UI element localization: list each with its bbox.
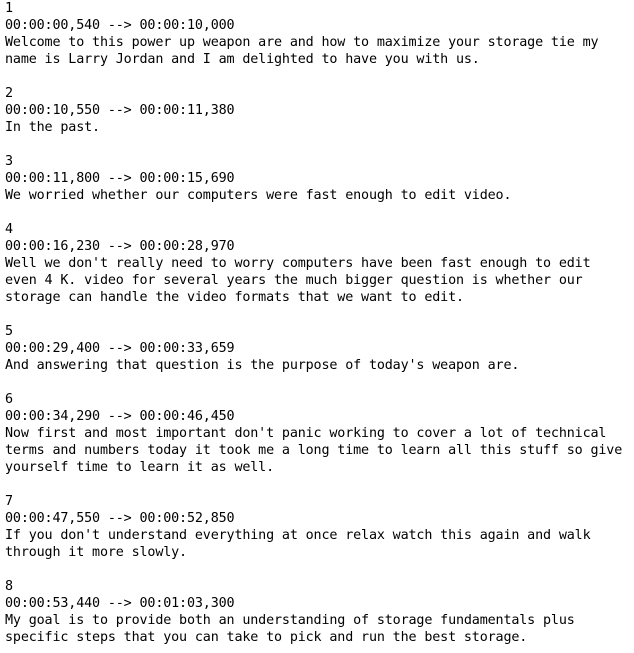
cue-index: 3	[5, 154, 13, 169]
cue-text-line: specific steps that you can take to pick and run the best storage.	[5, 630, 528, 645]
subtitle-cue-4	[5, 221, 634, 306]
subtitle-cue-8	[5, 578, 634, 646]
cue-timecode: 00:00:16,230 --> 00:00:28,970	[5, 239, 235, 254]
cue-text-line: Now first and most important don't panic working to cover a lot of technical	[5, 426, 607, 441]
cue-timecode: 00:00:34,290 --> 00:00:46,450	[5, 409, 235, 424]
cue-text-line: In the past.	[5, 120, 100, 135]
cue-text-line: yourself time to learn it as well.	[5, 460, 275, 475]
subtitle-cue-3	[5, 153, 634, 204]
cue-timecode: 00:00:11,800 --> 00:00:15,690	[5, 171, 235, 186]
cue-index: 4	[5, 222, 13, 237]
cue-index: 8	[5, 579, 13, 594]
cue-text-line: Welcome to this power up weapon are and how to maximize your storage tie my	[5, 35, 599, 50]
cue-text-line: And answering that question is the purpose of today's weapon are.	[5, 358, 520, 373]
cue-index: 5	[5, 324, 13, 339]
cue-index: 6	[5, 392, 13, 407]
cue-text-line: We worried whether our computers were fast enough to edit video.	[5, 188, 512, 203]
subtitle-cue-1	[5, 0, 634, 68]
subtitle-cue-7	[5, 493, 634, 561]
cue-text-line: If you don't understand everything at once relax watch this again and walk	[5, 528, 591, 543]
cue-index: 7	[5, 494, 13, 509]
cue-text-line: storage can handle the video formats that we want to edit.	[5, 290, 464, 305]
cue-text-line: terms and numbers today it took me a long time to learn all this stuff so give	[5, 443, 623, 458]
cue-text-line: name is Larry Jordan and I am delighted to have you with us.	[5, 52, 480, 67]
cue-text-line: even 4 K. video for several years the much bigger question is whether our	[5, 273, 583, 288]
subtitle-cue-5	[5, 323, 634, 374]
cue-index: 2	[5, 86, 13, 101]
cue-timecode: 00:00:47,550 --> 00:00:52,850	[5, 511, 235, 526]
subtitle-cue-2	[5, 85, 634, 136]
cue-timecode: 00:00:10,550 --> 00:00:11,380	[5, 103, 235, 118]
cue-timecode: 00:00:29,400 --> 00:00:33,659	[5, 341, 235, 356]
cue-timecode: 00:00:00,540 --> 00:00:10,000	[5, 18, 235, 33]
cue-text-line: Well we don't really need to worry computers have been fast enough to edit	[5, 256, 591, 271]
subtitle-cue-6	[5, 391, 634, 476]
cue-text-line: through it more slowly.	[5, 545, 187, 560]
cue-index: 1	[5, 1, 13, 16]
cue-timecode: 00:00:53,440 --> 00:01:03,300	[5, 596, 235, 611]
cue-text-line: My goal is to provide both an understanding of storage fundamentals plus	[5, 613, 575, 628]
